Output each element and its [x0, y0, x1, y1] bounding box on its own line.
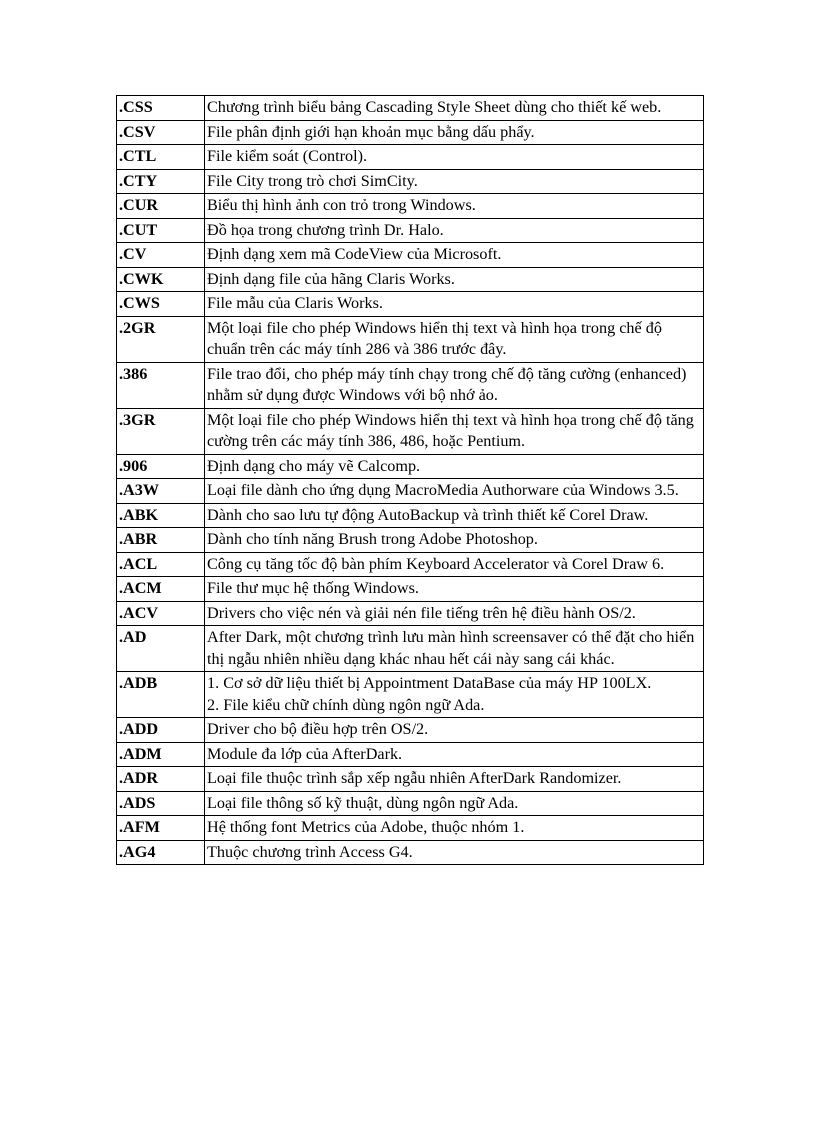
description-text: Loại file thuộc trình sắp xếp ngẫu nhiên AfterDark Randomizer. — [207, 769, 622, 787]
extension-cell: .CUT — [117, 218, 205, 243]
description-text: Hệ thống font Metrics của Adobe, thuộc nhóm 1. — [207, 818, 525, 836]
description-cell — [205, 840, 704, 865]
description-cell — [205, 454, 704, 479]
description-text: Driver cho bộ điều hợp trên OS/2. — [207, 720, 429, 738]
document-page — [116, 95, 703, 865]
extension-cell: .CWS — [117, 292, 205, 317]
extension-cell: .ACL — [117, 552, 205, 577]
table-row — [117, 362, 704, 408]
description-cell — [205, 292, 704, 317]
table-row — [117, 479, 704, 504]
table-row — [117, 267, 704, 292]
table-row — [117, 218, 704, 243]
table-row — [117, 742, 704, 767]
description-text: Loại file dành cho ứng dụng MacroMedia Authorware của Windows 3.5. — [207, 481, 679, 499]
table-row — [117, 528, 704, 553]
extension-cell: .ACV — [117, 601, 205, 626]
extension-cell: .AD — [117, 626, 205, 672]
table-row — [117, 454, 704, 479]
extension-cell: .CUR — [117, 194, 205, 219]
description-cell — [205, 503, 704, 528]
extension-cell: .CSS — [117, 96, 205, 121]
extension-cell: .2GR — [117, 316, 205, 362]
table-row — [117, 718, 704, 743]
table-row — [117, 292, 704, 317]
table-row — [117, 791, 704, 816]
description-cell — [205, 791, 704, 816]
table-row — [117, 120, 704, 145]
description-text: Định dạng xem mã CodeView của Microsoft. — [207, 245, 502, 263]
extension-cell: .ADS — [117, 791, 205, 816]
table-row — [117, 96, 704, 121]
table-row — [117, 552, 704, 577]
extension-cell: .AG4 — [117, 840, 205, 865]
description-cell — [205, 528, 704, 553]
extension-cell: .CTY — [117, 169, 205, 194]
extension-cell: .3GR — [117, 408, 205, 454]
table-row — [117, 169, 704, 194]
extension-cell: .CSV — [117, 120, 205, 145]
description-text: Một loại file cho phép Windows hiển thị text và hình họa trong chế độ chuẩn trên các máy tính 286 và 386 trước đây. — [207, 318, 662, 358]
description-text: File phân định giới hạn khoản mục bằng dấu phẩy. — [207, 122, 535, 141]
extension-cell: .A3W — [117, 479, 205, 504]
description-text: File kiểm soát (Control). — [207, 147, 368, 165]
description-text: Dành cho tính năng Brush trong Adobe Photoshop. — [207, 530, 538, 548]
description-cell — [205, 601, 704, 626]
file-extension-table — [116, 95, 704, 865]
description-text: File trao đổi, cho phép máy tính chạy trong chế độ tăng cường (enhanced) nhằm sử dụng được Windows với bộ nhớ ảo. — [207, 364, 687, 404]
description-text: Công cụ tăng tốc độ bàn phím Keyboard Accelerator và Corel Draw 6. — [207, 554, 665, 573]
table-row — [117, 577, 704, 602]
table-row — [117, 194, 704, 219]
extension-cell: .386 — [117, 362, 205, 408]
extension-cell: .ADM — [117, 742, 205, 767]
description-text: Định dạng cho máy vẽ Calcomp. — [207, 456, 421, 475]
description-cell — [205, 194, 704, 219]
description-cell — [205, 479, 704, 504]
description-text: File thư mục hệ thống Windows. — [207, 579, 419, 597]
description-cell — [205, 218, 704, 243]
extension-cell: .ADR — [117, 767, 205, 792]
description-text: Loại file thông số kỹ thuật, dùng ngôn ngữ Ada. — [207, 793, 519, 812]
table-row — [117, 243, 704, 268]
description-cell — [205, 169, 704, 194]
description-text: After Dark, một chương trình lưu màn hình screensaver có thể đặt cho hiển thị ngẫu nhiên nhiều dạng khác nhau hết cái này sang cái khác. — [207, 628, 695, 668]
description-text: Chương trình biểu bảng Cascading Style Sheet dùng cho thiết kế web. — [207, 98, 662, 116]
extension-cell: .906 — [117, 454, 205, 479]
description-text: Thuộc chương trình Access G4. — [207, 842, 413, 861]
description-cell — [205, 145, 704, 170]
extension-cell: .CV — [117, 243, 205, 268]
table-row — [117, 408, 704, 454]
extension-cell: .CWK — [117, 267, 205, 292]
table-row — [117, 316, 704, 362]
extension-cell: .ADB — [117, 672, 205, 718]
description-text: Một loại file cho phép Windows hiển thị text và hình họa trong chế độ tăng cường trên các máy tính 386, 486, hoặc Pentium. — [207, 410, 694, 450]
extension-cell: .ACM — [117, 577, 205, 602]
table-body — [117, 96, 704, 865]
description-text: File City trong trò chơi SimCity. — [207, 171, 418, 190]
extension-cell: .ADD — [117, 718, 205, 743]
description-cell — [205, 718, 704, 743]
description-cell — [205, 742, 704, 767]
description-text: Đồ họa trong chương trình Dr. Halo. — [207, 220, 444, 239]
description-cell — [205, 552, 704, 577]
description-text: 1. Cơ sở dữ liệu thiết bị Appointment DataBase của máy HP 100LX. — [207, 674, 652, 692]
table-row — [117, 840, 704, 865]
table-row — [117, 601, 704, 626]
description-text: Module đa lớp của AfterDark. — [207, 744, 403, 763]
extension-cell: .CTL — [117, 145, 205, 170]
description-text: Dành cho sao lưu tự động AutoBackup và trình thiết kế Corel Draw. — [207, 505, 649, 524]
extension-cell: .ABK — [117, 503, 205, 528]
description-cell — [205, 316, 704, 362]
table-row — [117, 816, 704, 841]
extension-cell: .AFM — [117, 816, 205, 841]
description-cell — [205, 816, 704, 841]
description-cell — [205, 96, 704, 121]
description-cell — [205, 362, 704, 408]
description-cell — [205, 408, 704, 454]
description-cell — [205, 577, 704, 602]
description-text: Drivers cho việc nén và giải nén file tiếng trên hệ điều hành OS/2. — [207, 603, 636, 622]
description-cell — [205, 767, 704, 792]
description-text: Định dạng file của hãng Claris Works. — [207, 269, 455, 288]
extension-cell: .ABR — [117, 528, 205, 553]
table-row — [117, 672, 704, 718]
description-cell — [205, 626, 704, 672]
description-cell — [205, 120, 704, 145]
description-cell — [205, 243, 704, 268]
description-text: Biểu thị hình ảnh con trỏ trong Windows. — [207, 196, 476, 214]
table-row — [117, 626, 704, 672]
table-row — [117, 767, 704, 792]
table-row — [117, 145, 704, 170]
table-row — [117, 503, 704, 528]
description-text: File mẫu của Claris Works. — [207, 294, 383, 312]
description-cell — [205, 267, 704, 292]
description-cell — [205, 672, 704, 718]
description-text: 2. File kiểu chữ chính dùng ngôn ngữ Ada. — [207, 695, 485, 714]
